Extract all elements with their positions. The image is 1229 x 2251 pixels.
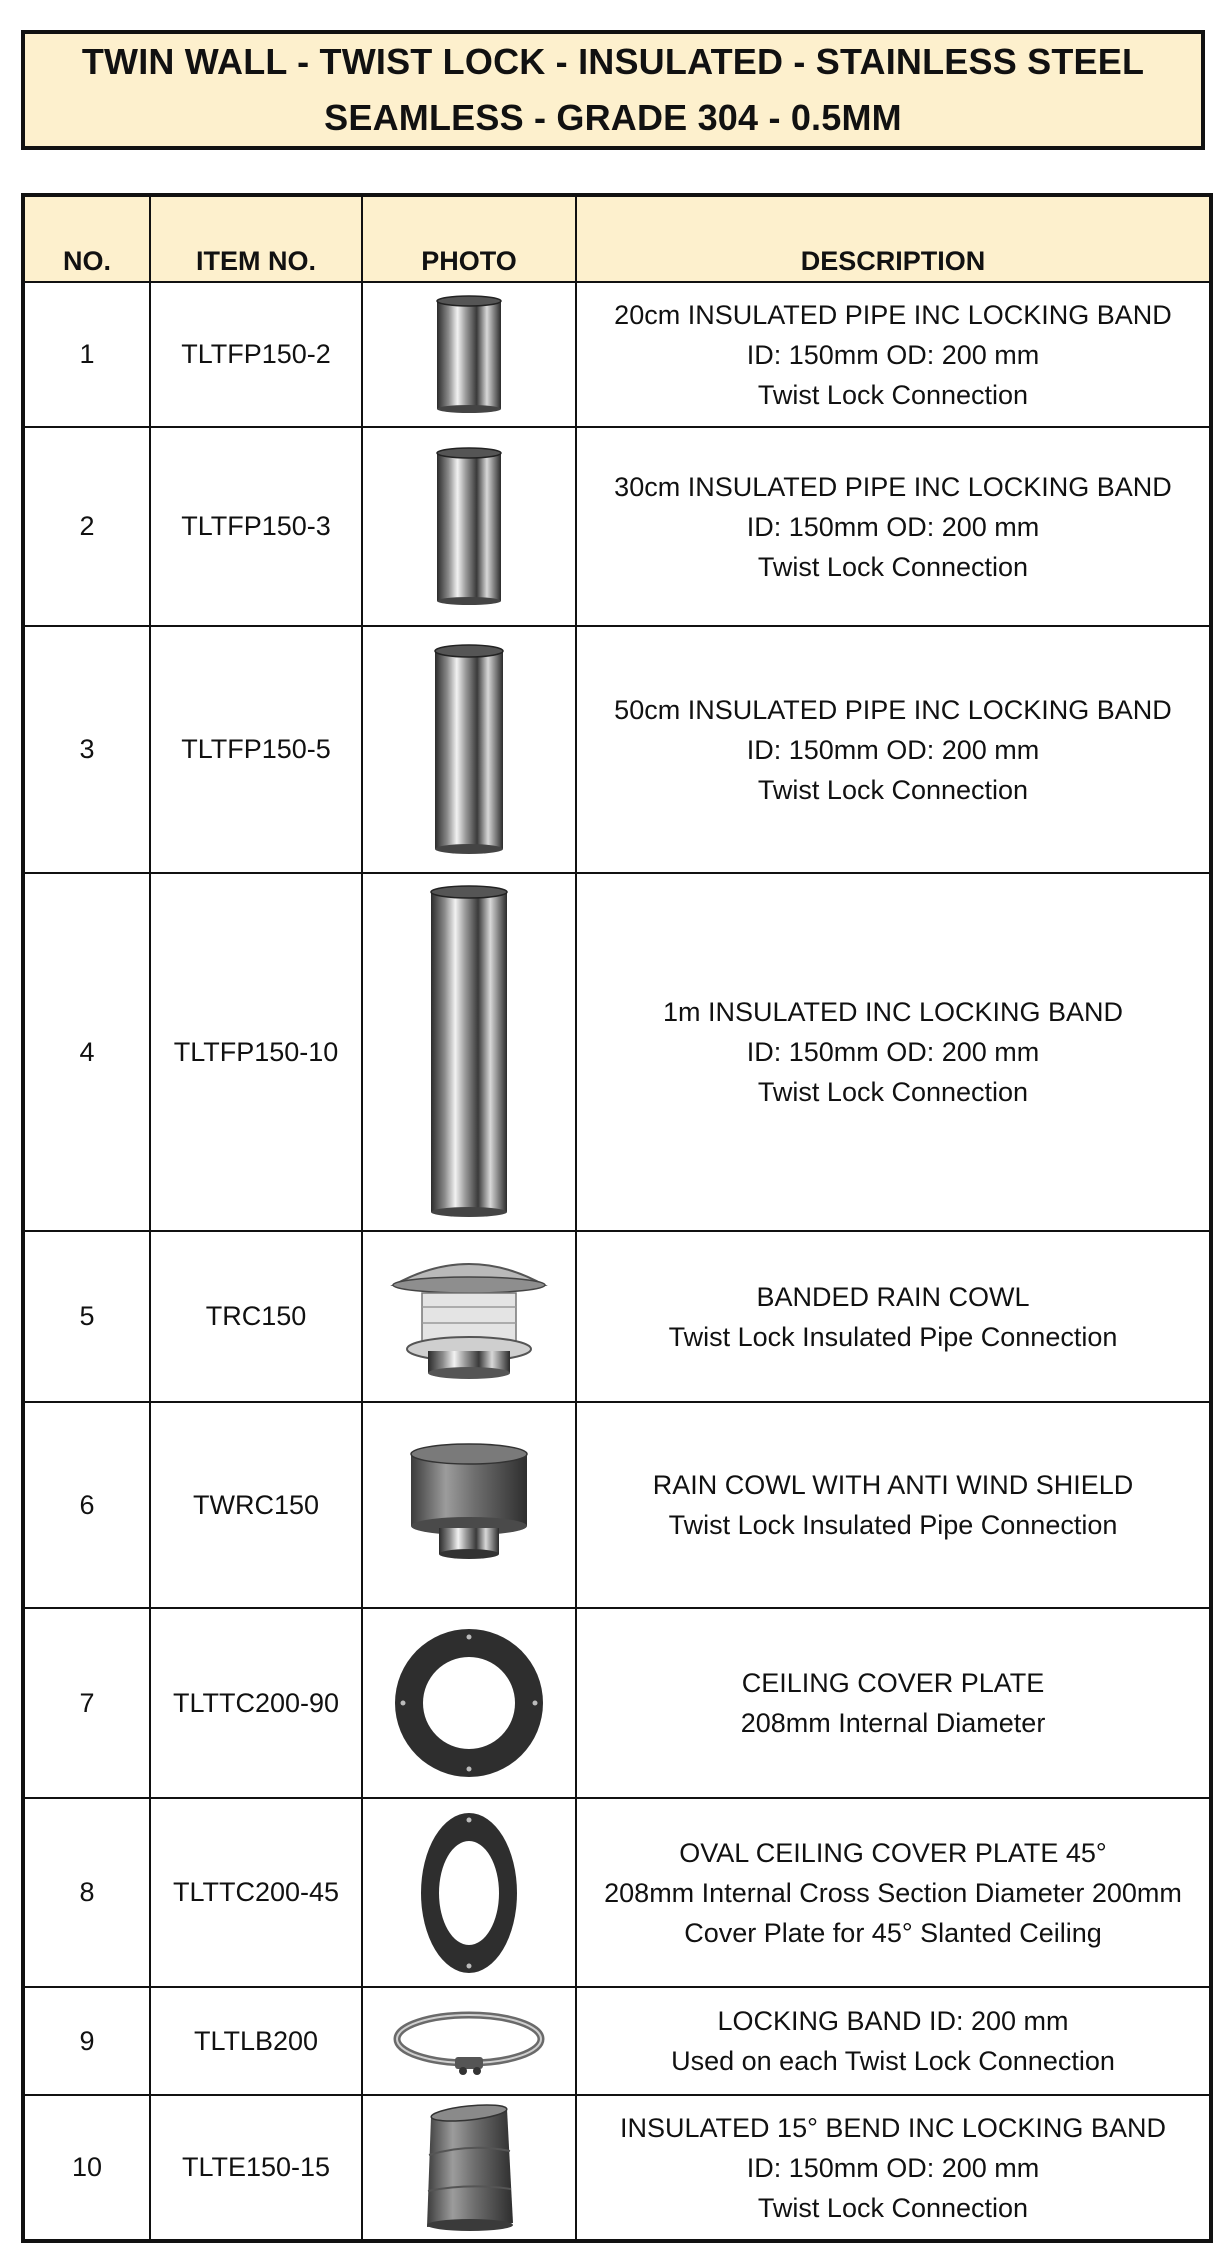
description: [576, 873, 1211, 1231]
row-number: 4: [23, 873, 150, 1231]
product-table: [21, 193, 1213, 2243]
locking-band-icon: [362, 1987, 576, 2095]
item-number: TLTTC200-90: [150, 1608, 362, 1798]
description-line: Twist Lock Insulated Pipe Connection: [668, 1510, 1118, 1540]
table-row: [23, 1402, 1211, 1608]
row-number: 5: [23, 1231, 150, 1402]
table-row: [23, 1987, 1211, 2095]
header-photo: PHOTO: [362, 195, 576, 282]
bend-15-icon: [362, 2095, 576, 2241]
description-line: Twist Lock Connection: [757, 379, 1029, 410]
item-number: TLTE150-15: [150, 2095, 362, 2241]
pipe-30cm-icon: [362, 427, 576, 626]
description-line: BANDED RAIN COWL: [756, 1281, 1030, 1312]
oval-cover-plate-icon: [362, 1798, 576, 1987]
header-no: NO.: [23, 195, 150, 282]
table-row: [23, 626, 1211, 873]
description-line: 30cm INSULATED PIPE INC LOCKING BAND: [614, 471, 1172, 502]
description: [576, 1798, 1211, 1987]
item-number: TWRC150: [150, 1402, 362, 1608]
description: [576, 1987, 1211, 2095]
header-description: DESCRIPTION: [576, 195, 1211, 282]
row-number: 6: [23, 1402, 150, 1608]
description: [576, 1231, 1211, 1402]
title-line-1: TWIN WALL - TWIST LOCK - INSULATED - STAINLESS STEEL: [81, 41, 1145, 82]
description-line: Cover Plate for 45° Slanted Ceiling: [684, 1917, 1102, 1948]
description-line: Twist Lock Connection: [757, 551, 1029, 582]
table-row: [23, 873, 1211, 1231]
item-number: TLTTC200-45: [150, 1798, 362, 1987]
ceiling-cover-plate-icon: [362, 1608, 576, 1798]
table-row: [23, 1798, 1211, 1987]
table-row: [23, 282, 1211, 427]
item-number: TRC150: [150, 1231, 362, 1402]
description-line: ID: 150mm OD: 200 mm: [746, 734, 1040, 765]
description-line: Used on each Twist Lock Connection: [671, 2046, 1115, 2076]
description-line: 20cm INSULATED PIPE INC LOCKING BAND: [614, 299, 1172, 330]
description-line: 208mm Internal Diameter: [740, 1708, 1046, 1738]
pipe-50cm-icon: [362, 626, 576, 873]
description-line: INSULATED 15° BEND INC LOCKING BAND: [620, 2112, 1166, 2143]
pipe-20cm-icon: [362, 282, 576, 427]
description-line: ID: 150mm OD: 200 mm: [746, 511, 1040, 542]
description-line: ID: 150mm OD: 200 mm: [746, 1037, 1040, 1067]
description-line: CEILING COVER PLATE: [741, 1668, 1045, 1698]
item-number: TLTFP150-2: [150, 282, 362, 427]
header-item-no: ITEM NO.: [150, 195, 362, 282]
row-number: 9: [23, 1987, 150, 2095]
description-line: 208mm Internal Cross Section Diameter 200mm: [604, 1877, 1182, 1908]
description-line: LOCKING BAND ID: 200 mm: [717, 2006, 1069, 2036]
description-line: 50cm INSULATED PIPE INC LOCKING BAND: [614, 694, 1172, 725]
banded-rain-cowl-icon: [362, 1231, 576, 1402]
title-banner: [21, 30, 1205, 150]
row-number: 10: [23, 2095, 150, 2241]
table-row: [23, 1231, 1211, 1402]
item-number: TLTLB200: [150, 1987, 362, 2095]
description-line: Twist Lock Insulated Pipe Connection: [668, 1321, 1118, 1352]
description: [576, 1402, 1211, 1608]
description-line: Twist Lock Connection: [757, 2192, 1029, 2223]
table-row: [23, 1608, 1211, 1798]
description-line: ID: 150mm OD: 200 mm: [746, 339, 1040, 370]
table-row: [23, 2095, 1211, 2241]
item-number: TLTFP150-3: [150, 427, 362, 626]
description-line: ID: 150mm OD: 200 mm: [746, 2152, 1040, 2183]
description-line: OVAL CEILING COVER PLATE 45°: [679, 1837, 1107, 1868]
item-number: TLTFP150-5: [150, 626, 362, 873]
description: [576, 2095, 1211, 2241]
description-line: Twist Lock Connection: [757, 1077, 1029, 1107]
description-line: 1m INSULATED INC LOCKING BAND: [662, 997, 1124, 1027]
item-number: TLTFP150-10: [150, 873, 362, 1231]
table-header-row: [23, 195, 1211, 282]
description-line: Twist Lock Connection: [757, 774, 1029, 805]
description-line: RAIN COWL WITH ANTI WIND SHIELD: [652, 1470, 1134, 1500]
title-line-2: SEAMLESS - GRADE 304 - 0.5MM: [324, 97, 902, 138]
description: [576, 282, 1211, 427]
table-row: [23, 427, 1211, 626]
row-number: 3: [23, 626, 150, 873]
row-number: 2: [23, 427, 150, 626]
description: [576, 427, 1211, 626]
row-number: 8: [23, 1798, 150, 1987]
row-number: 7: [23, 1608, 150, 1798]
pipe-1m-icon: [362, 873, 576, 1231]
rain-cowl-wind-shield-icon: [362, 1402, 576, 1608]
description: [576, 1608, 1211, 1798]
row-number: 1: [23, 282, 150, 427]
description: [576, 626, 1211, 873]
